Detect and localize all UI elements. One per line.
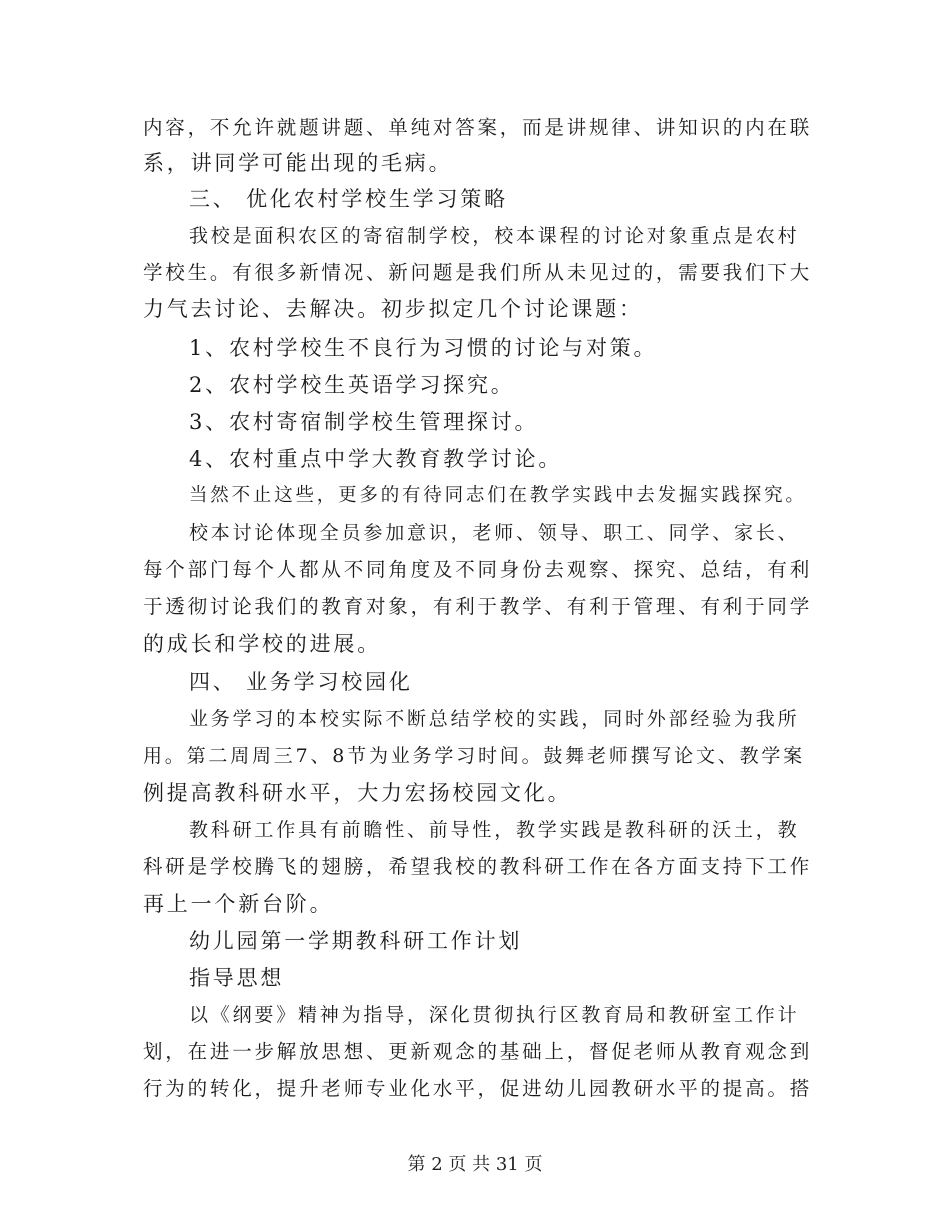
subheading-guiding-thought: 指导思想 xyxy=(189,966,285,990)
list-item-1: 1、农村学校生不良行为习惯的讨论与对策。 xyxy=(189,336,658,360)
text-line-25: 以《纲要》精神为指导，深化贯彻执行区教育局和教研室工作计 xyxy=(189,1004,800,1026)
section-heading-3: 三、 优化农村学校生学习策略 xyxy=(189,187,508,211)
text-line-22: 再上一个新台阶。 xyxy=(143,892,334,916)
text-line-14: 于透彻讨论我们的教育对象，有利于教学、有利于管理、有利于同学 xyxy=(143,595,813,618)
text-line-2: 系，讲同学可能出现的毛病。 xyxy=(143,151,453,175)
list-item-4: 4、农村重点中学大教育教学讨论。 xyxy=(189,447,563,471)
page-number-footer: 第 2 页 共 31 页 xyxy=(407,1154,543,1175)
text-line-19: 例提高教科研水平，大力宏扬校园文化。 xyxy=(143,781,572,805)
text-line-12: 校本讨论体现全员参加意识，老师、领导、职工、同学、家长、 xyxy=(189,522,800,544)
text-line-4: 我校是面积农区的寄宿制学校，校本课程的讨论对象重点是农村 xyxy=(189,225,800,247)
text-line-11: 当然不止这些，更多的有待同志们在教学实践中去发掘实践探究。 xyxy=(189,485,807,506)
text-line-1: 内容，不允许就题讲题、单纯对答案，而是讲规律、讲知识的内在联 xyxy=(143,116,813,139)
text-line-15: 的成长和学校的进展。 xyxy=(143,632,381,656)
document-title: 幼儿园第一学期教科研工作计划 xyxy=(189,929,523,953)
text-line-18: 用。第二周周三7、8节为业务学习时间。鼓舞老师撰写论文、教学案 xyxy=(143,745,805,767)
list-item-3: 3、农村寄宿制学校生管理探讨。 xyxy=(189,410,539,434)
list-item-2: 2、农村学校生英语学习探究。 xyxy=(189,373,515,397)
text-line-13: 每个部门每个人都从不同角度及不同身份去观察、探究、总结，有利 xyxy=(143,558,813,581)
text-line-5: 学校生。有很多新情况、新问题是我们所从未见过的，需要我们下大 xyxy=(143,261,813,284)
section-heading-4: 四、 业务学习校园化 xyxy=(189,670,413,694)
text-line-17: 业务学习的本校实际不断总结学校的实践，同时外部经验为我所 xyxy=(189,708,800,730)
text-line-26: 划，在进一步解放思想、更新观念的基础上，督促老师从教育观念到 xyxy=(143,1040,813,1063)
text-line-21: 科研是学校腾飞的翅膀，希望我校的教科研工作在各方面支持下工作 xyxy=(143,855,813,878)
text-line-27: 行为的转化，提升老师专业化水平，促进幼儿园教研水平的提高。搭 xyxy=(143,1077,813,1100)
text-line-20: 教科研工作具有前瞻性、前导性，教学实践是教科研的沃土，教 xyxy=(189,819,800,841)
text-line-6: 力气去讨论、去解决。初步拟定几个讨论课题： xyxy=(143,297,643,321)
